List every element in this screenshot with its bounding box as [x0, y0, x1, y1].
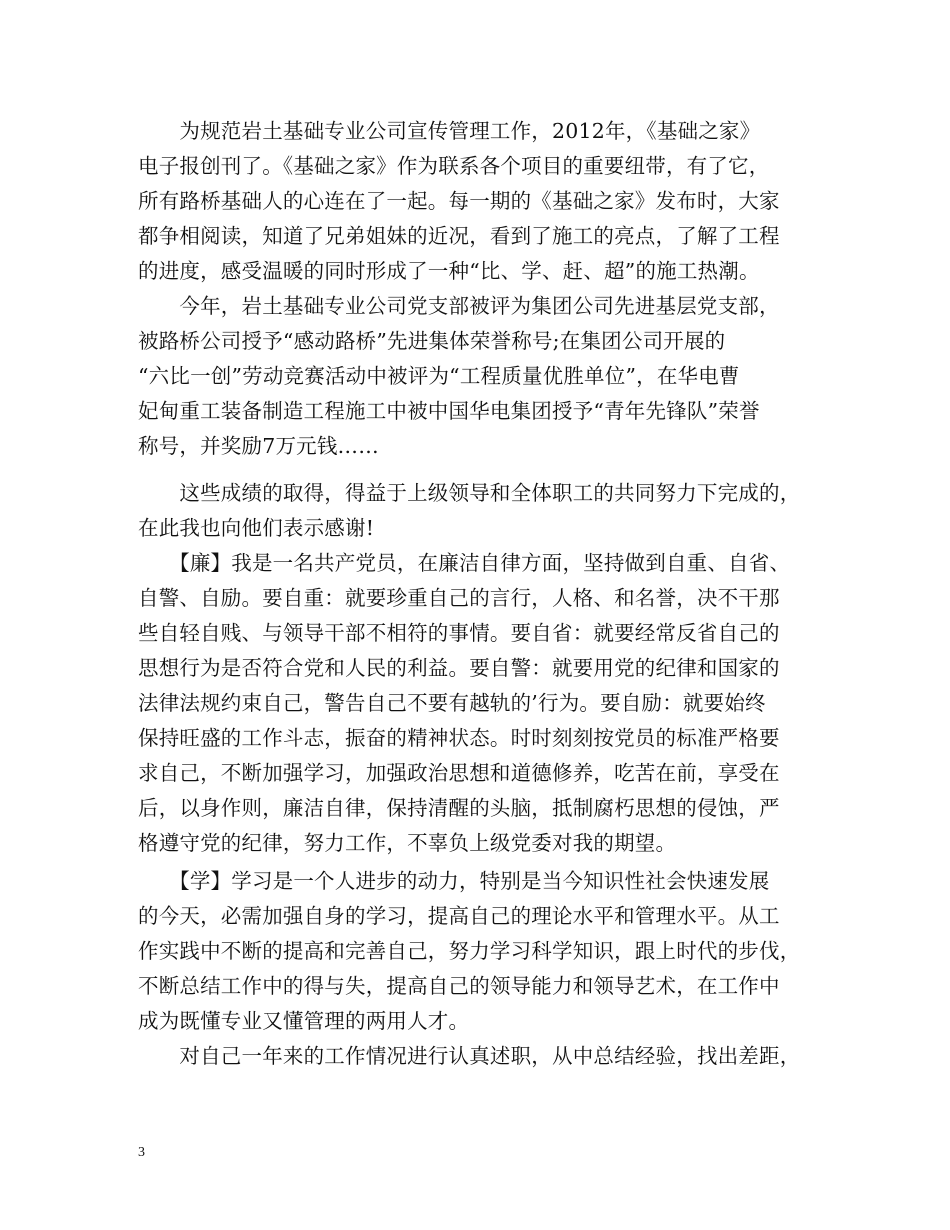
page-number: 3 [138, 1145, 145, 1160]
text-line: 在此我也向他们表示感谢! [138, 516, 375, 540]
text-line: 【廉】我是一名共产党员，在廉洁自律方面，坚持做到自重、自省、 [138, 551, 791, 575]
text-line: 为规范岩土基础专业公司宣传管理工作，2012年，《基础之家》 [138, 119, 761, 143]
text-line: 称号，并奖励7万元钱…… [138, 434, 379, 458]
text-line: “六比一创”劳动竞赛活动中被评为“工程质量优胜单位”，在华电曹 [138, 364, 740, 388]
text-line: 被路桥公司授予“感动路桥”先进集体荣誉称号;在集团公司开展的 [138, 329, 726, 353]
text-line: 不断总结工作中的得与失，提高自己的领导能力和领导艺术，在工作中 [138, 974, 780, 998]
text-line: 的进度，感受温暖的同时形成了一种“比、学、赶、超”的施工热潮。 [138, 259, 760, 283]
text-line: 妃甸重工装备制造工程施工中被中国华电集团授予“青年先锋队”荣誉 [138, 399, 760, 423]
text-line: 这些成绩的取得，得益于上级领导和全体职工的共同努力下完成的， [138, 481, 801, 505]
text-line: 作实践中不断的提高和完善自己，努力学习科学知识，跟上时代的步伐， [138, 939, 801, 963]
text-line: 后，以身作则，廉洁自律，保持清醒的头脑，抵制腐朽思想的侵蚀，严 [138, 796, 780, 820]
text-line: 今年，岩土基础专业公司党支部被评为集团公司先进基层党支部， [138, 294, 780, 318]
text-line: 保持旺盛的工作斗志，振奋的精神状态。时时刻刻按党员的标准严格要 [138, 726, 780, 750]
text-line: 【学】学习是一个人进步的动力，特别是当今知识性社会快速发展 [138, 869, 770, 893]
text-line: 的今天，必需加强自身的学习，提高自己的理论水平和管理水平。从工 [138, 904, 780, 928]
text-line: 格遵守党的纪律，努力工作，不辜负上级党委对我的期望。 [138, 831, 677, 855]
text-line: 所有路桥基础人的心连在了一起。每一期的《基础之家》发布时，大家 [138, 189, 780, 213]
text-line: 些自轻自贱、与领导干部不相符的事情。要自省：就要经常反省自己的 [138, 621, 780, 645]
text-line: 成为既懂专业又懂管理的两用人才。 [138, 1009, 470, 1033]
text-line: 求自己，不断加强学习，加强政治思想和道德修养，吃苦在前，享受在 [138, 761, 780, 785]
text-line: 电子报创刊了。《基础之家》作为联系各个项目的重要纽带，有了它， [138, 154, 770, 178]
text-line: 都争相阅读，知道了兄弟姐妹的近况，看到了施工的亮点，了解了工程 [138, 224, 780, 248]
text-line: 思想行为是否符合党和人民的利益。要自警：就要用党的纪律和国家的 [138, 656, 780, 680]
text-line: 法律法规约束自己，警告自己不要有越轨的’行为。要自励：就要始终 [138, 691, 766, 715]
text-line: 对自己一年来的工作情况进行认真述职，从中总结经验，找出差距， [138, 1044, 801, 1068]
text-line: 自警、自励。要自重：就要珍重自己的言行，人格、和名誉，决不干那 [138, 586, 780, 610]
